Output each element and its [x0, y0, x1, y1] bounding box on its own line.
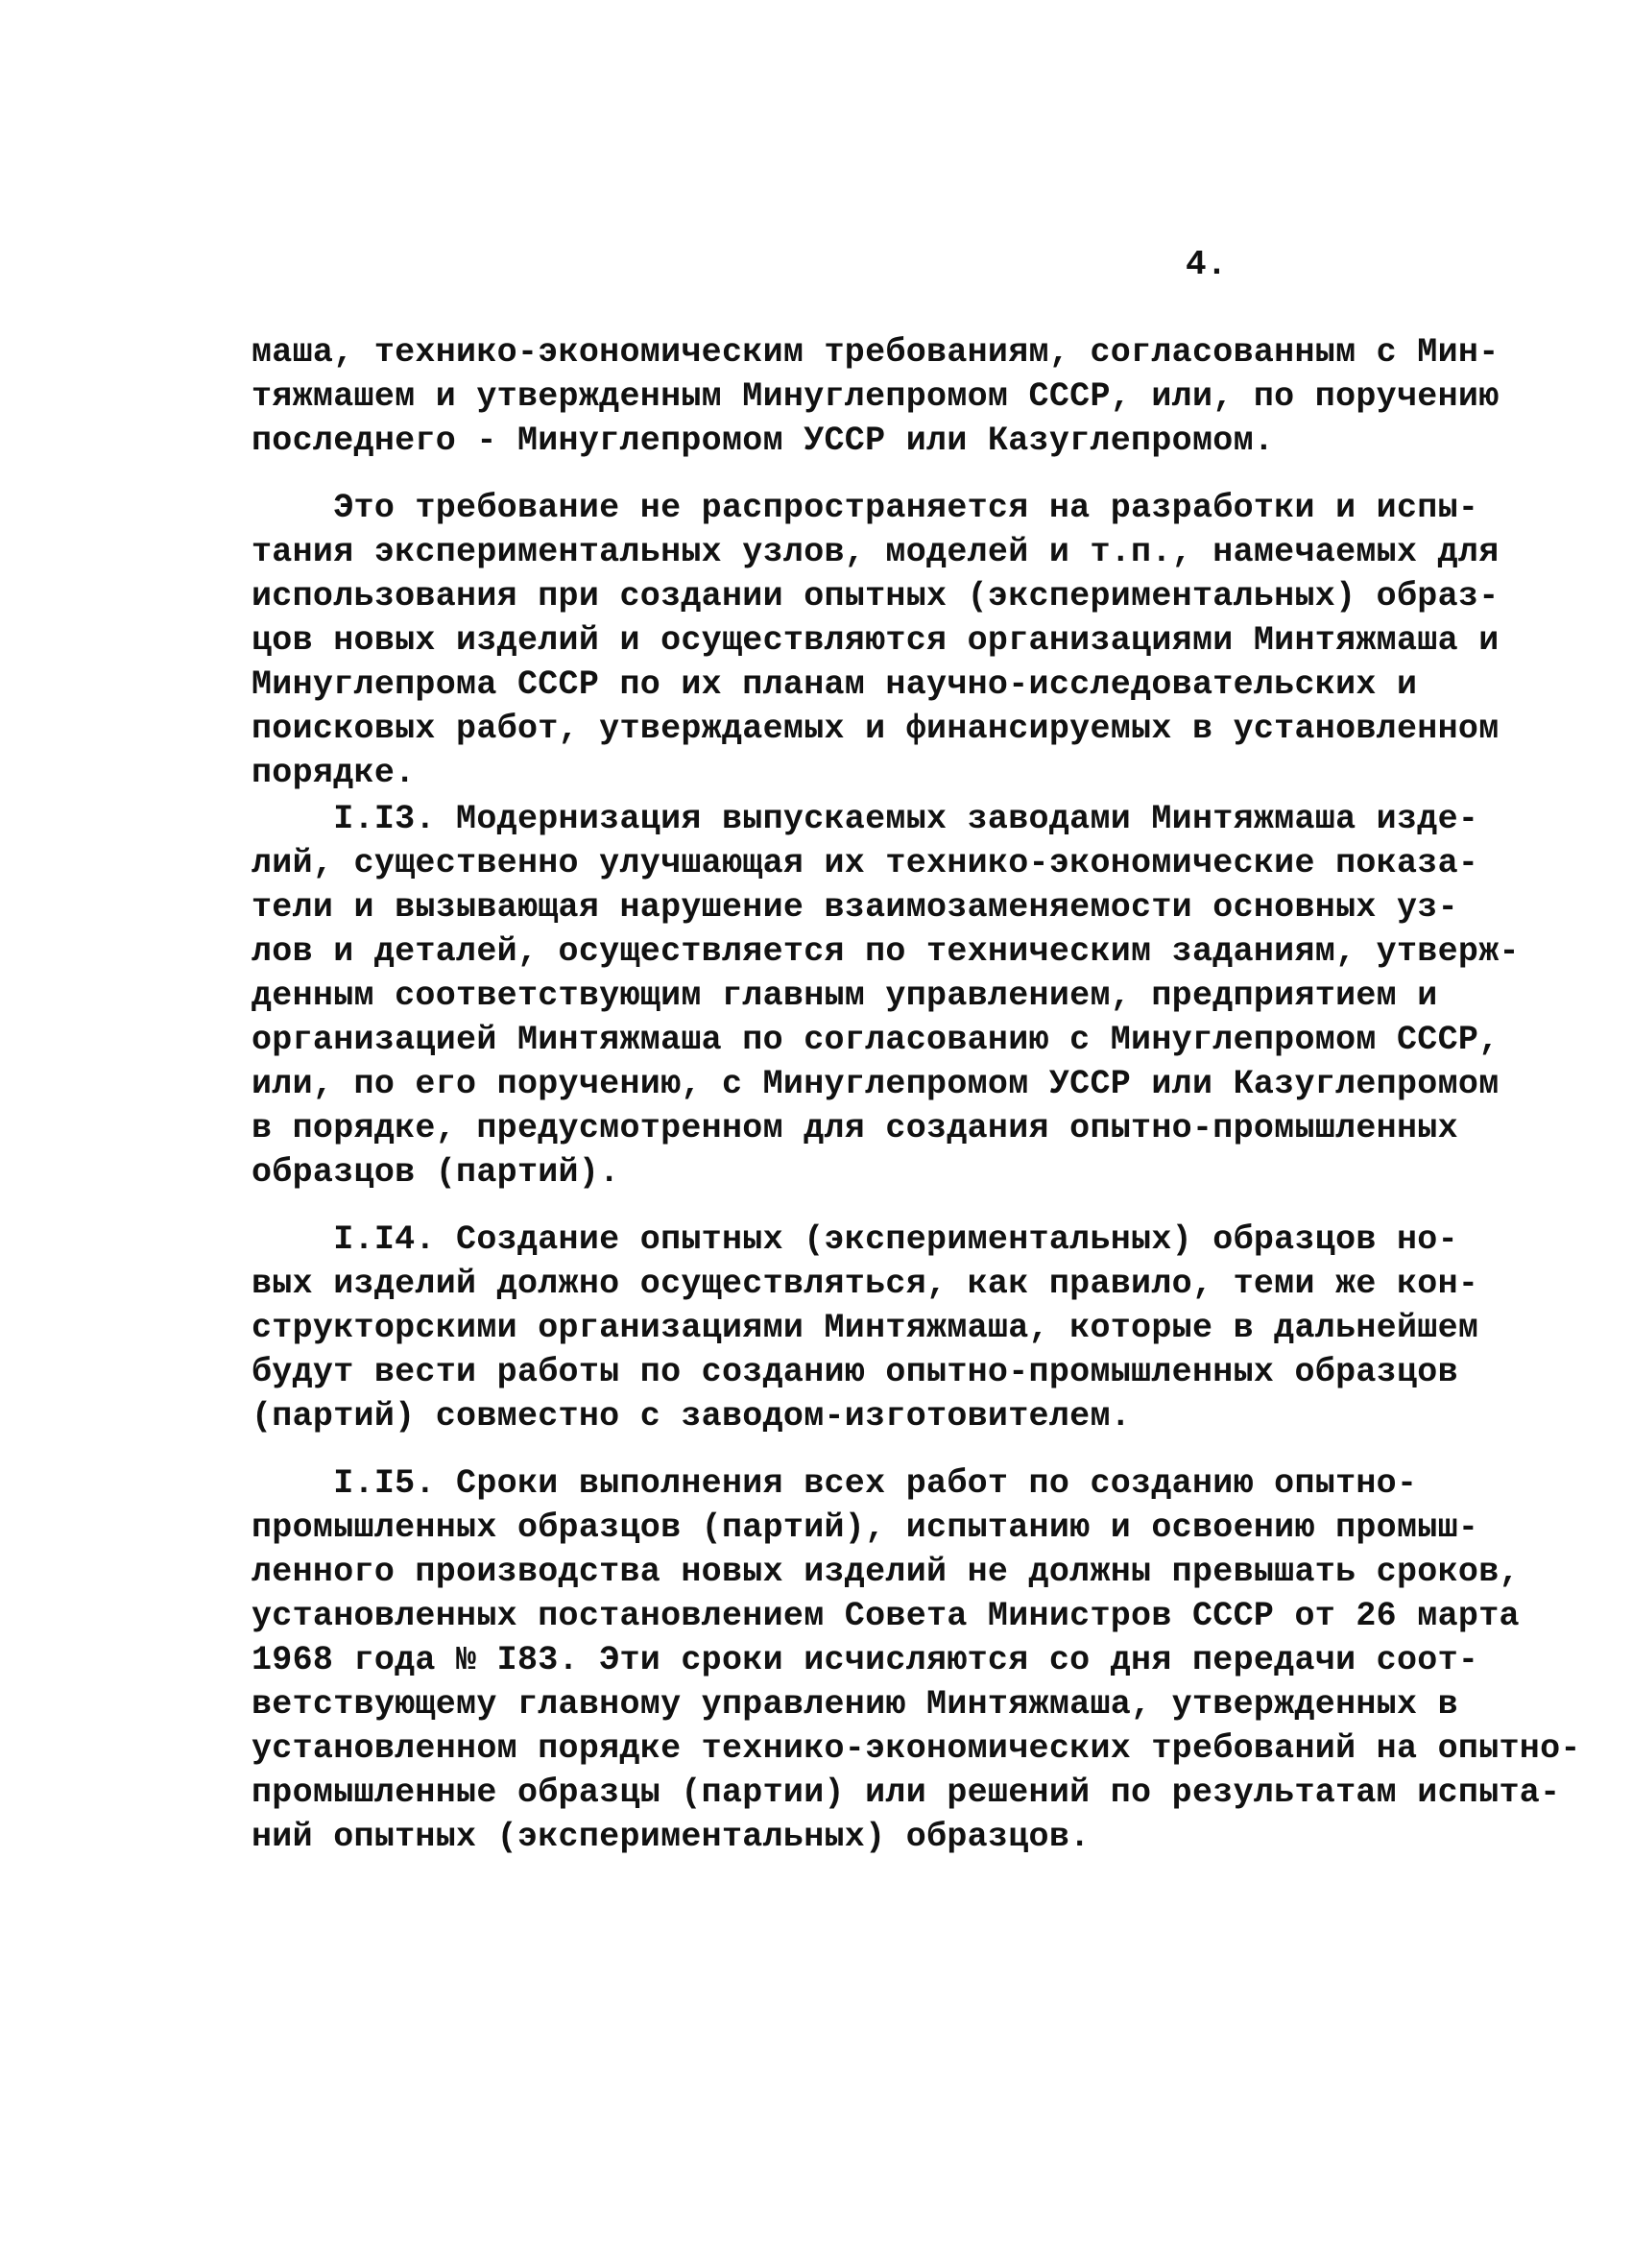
text-line: промышленных образцов (партий), испытанию и освоению промыш-	[252, 1508, 1479, 1547]
text-line: цов новых изделий и осуществляются организациями Минтяжмаша и	[252, 621, 1500, 660]
text-line: поисковых работ, утверждаемых и финансируемых в установленном	[252, 710, 1500, 748]
text-line: или, по его поручению, с Минуглепромом УССР или Казуглепромом	[252, 1065, 1500, 1103]
text-line: тели и вызывающая нарушение взаимозаменяемости основных уз-	[252, 888, 1458, 927]
text-line: порядке.	[252, 754, 416, 792]
text-line: будут вести работы по созданию опытно-промышленных образцов	[252, 1353, 1458, 1391]
text-line: Минуглепрома СССР по их планам научно-исследовательских и	[252, 665, 1418, 704]
text-line: ветствующему главному управлению Минтяжмаша, утвержденных в	[252, 1685, 1458, 1724]
text-line: денным соответствующим главным управлением, предприятием и	[252, 977, 1438, 1015]
text-line: вых изделий должно осуществляться, как правило, теми же кон-	[252, 1265, 1479, 1303]
text-line: ленного производства новых изделий не должны превышать сроков,	[252, 1553, 1520, 1591]
text-line: структорскими организациями Минтяжмаша, которые в дальнейшем	[252, 1309, 1479, 1347]
text-line: установленных постановлением Совета Министров СССР от 26 марта	[252, 1597, 1520, 1635]
text-line: лий, существенно улучшающая их технико-экономические показа-	[252, 844, 1479, 882]
text-line: I.I4. Создание опытных (экспериментальных) образцов но-	[252, 1220, 1458, 1259]
page-number: 4.	[1186, 245, 1228, 284]
text-line: тания экспериментальных узлов, моделей и т.п., намечаемых для	[252, 533, 1500, 571]
text-line: I.I5. Сроки выполнения всех работ по созданию опытно-	[252, 1464, 1418, 1503]
text-line: лов и деталей, осуществляется по техническим заданиям, утверж-	[252, 932, 1520, 971]
text-line: ний опытных (экспериментальных) образцов.	[252, 1818, 1091, 1856]
text-line: тяжмашем и утвержденным Минуглепромом СССР, или, по поручению	[252, 377, 1500, 416]
text-line: промышленные образцы (партии) или решений по результатам испыта-	[252, 1773, 1561, 1812]
text-line: использования при создании опытных (экспериментальных) образ-	[252, 577, 1500, 615]
text-line: I.I3. Модернизация выпускаемых заводами Минтяжмаша изде-	[252, 800, 1479, 838]
text-line: маша, технико-экономическим требованиям, согласованным с Мин-	[252, 333, 1500, 372]
text-line: установленном порядке технико-экономических требований на опытно-	[252, 1729, 1581, 1768]
text-line: 1968 года № I83. Эти сроки исчисляются со дня передачи соот-	[252, 1641, 1479, 1679]
text-line: образцов (партий).	[252, 1153, 620, 1192]
text-line: в порядке, предусмотренном для создания опытно-промышленных	[252, 1109, 1458, 1147]
text-line: организацией Минтяжмаша по согласованию с Минуглепромом СССР,	[252, 1021, 1500, 1059]
text-line: (партий) совместно с заводом-изготовителем.	[252, 1397, 1132, 1436]
text-line: Это требование не распространяется на разработки и испы-	[252, 489, 1479, 527]
text-line: последнего - Минуглепромом УССР или Казуглепромом.	[252, 422, 1275, 460]
